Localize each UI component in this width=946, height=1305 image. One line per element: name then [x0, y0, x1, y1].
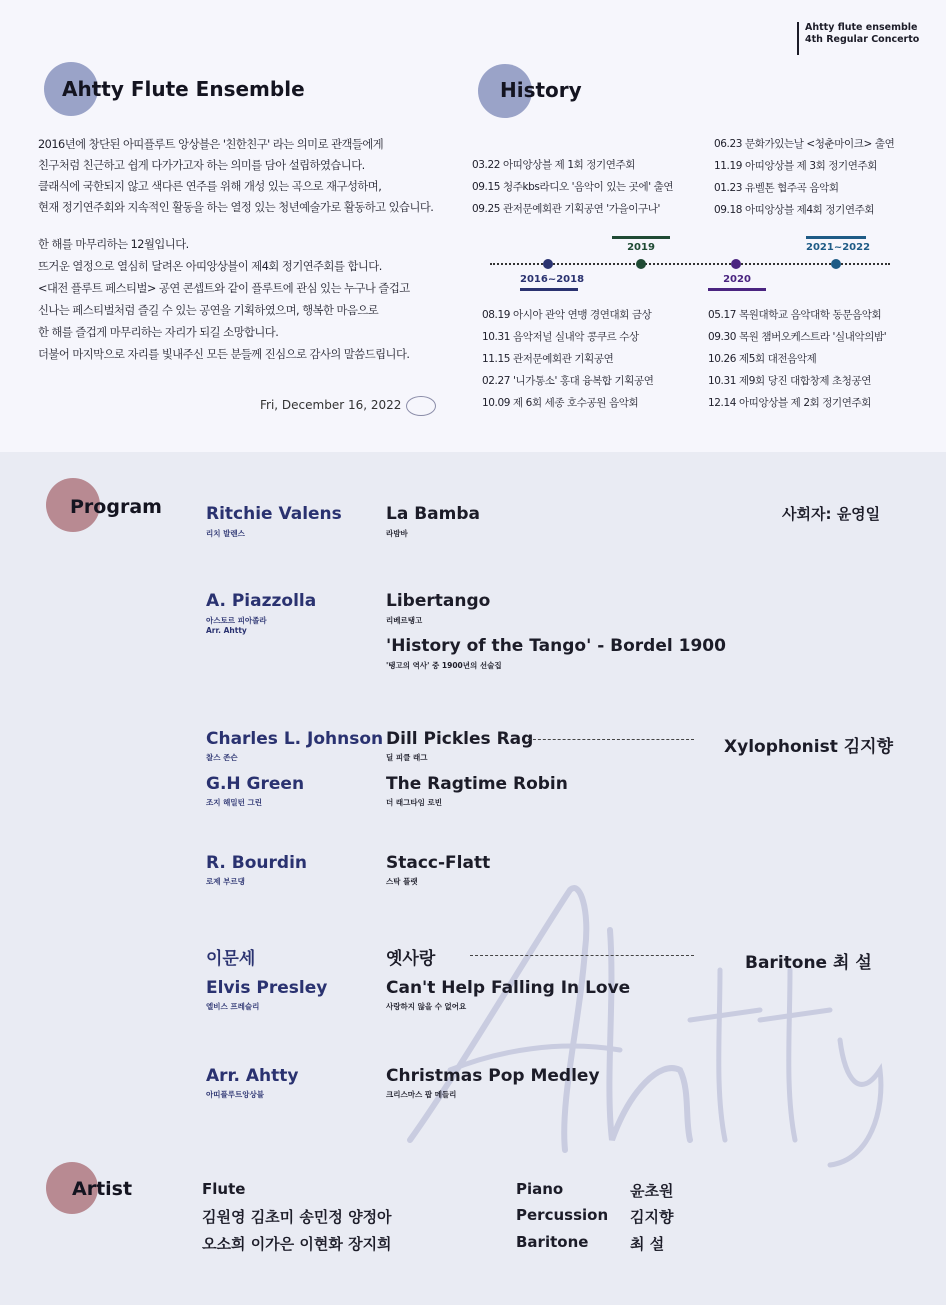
performer-dash — [470, 955, 694, 956]
history-entry: 12.14 아띠앙상블 제 2회 정기연주회 — [708, 397, 872, 409]
history-top-right — [714, 133, 894, 221]
history-entry: 11.19 아띠앙상블 제 3회 정기연주회 — [714, 160, 878, 172]
concert-tag-line2: 4th Regular Concerto — [805, 34, 920, 45]
piece-title: Can't Help Falling In Love — [386, 978, 631, 998]
xylophonist: Xylophonist 김지향 — [724, 737, 894, 757]
history-entry: 09.15 청주kbs라디오 '음악이 있는 곳에' 출연 — [472, 181, 674, 193]
history-entry: 09.30 목원 챔버오케스트라 '실내악의밤' — [708, 331, 887, 343]
piece-title: 옛사랑 — [386, 949, 436, 969]
year-label: 2016~2018 — [520, 274, 585, 285]
intro-line: 신나는 페스티벌처럼 즐길 수 있는 공연을 기획하였으며, 행복한 마음으로 — [38, 304, 379, 317]
history-entry: 10.09 제 6회 세종 호수공원 음악회 — [482, 397, 639, 409]
intro-line: <대전 플루트 페스티벌> 공연 콘셉트와 같이 플루트에 관심 있는 누구나 즐겁고 — [38, 282, 410, 295]
composer-korean: 아스토르 피아졸라 — [206, 616, 267, 625]
year-label: 2019 — [627, 242, 655, 253]
composer-korean: 로제 부르댕 — [206, 877, 245, 886]
piece-title: La Bamba — [386, 504, 481, 524]
history-entry: 10.26 제5회 대전음악제 — [708, 353, 817, 365]
composer-name: G.H Green — [206, 774, 305, 794]
composer-name: A. Piazzolla — [206, 591, 317, 611]
piece-title: Dill Pickles Rag — [386, 729, 534, 749]
intro-paragraph-1 — [38, 134, 433, 218]
name-piano: 윤초원 — [630, 1182, 674, 1200]
composer-korean: 아띠플루트앙상블 — [206, 1090, 264, 1099]
intro-line: 한 해를 즐겁게 마무리하는 자리가 되길 소망합니다. — [38, 326, 279, 339]
history-entry: 08.19 아시아 관악 연맹 경연대회 금상 — [482, 309, 652, 321]
artist-heading-text: Artist — [72, 1178, 133, 1200]
timeline-dot — [636, 259, 646, 269]
history-entry: 10.31 제9회 당진 대합창제 초청공연 — [708, 375, 872, 387]
intro-line: 2016년에 창단된 아띠플루트 앙상블은 '친한친구' 라는 의미로 관객들에게 — [38, 138, 384, 151]
year-bar — [612, 236, 670, 239]
history-top-left — [472, 154, 673, 220]
history-entry: 09.25 관저문예회관 기획공연 '가을이구나' — [472, 203, 660, 215]
intro-line: 한 해를 마무리하는 12월입니다. — [38, 238, 189, 251]
name-baritone: 최 설 — [630, 1235, 665, 1253]
composer-name: 이문세 — [206, 949, 256, 969]
history-entry: 11.15 관저문예회관 기획공연 — [482, 353, 614, 365]
piece-korean: 스탁 플랫 — [386, 877, 418, 886]
piece-korean: 크리스마스 팝 메들리 — [386, 1090, 457, 1099]
year-bar — [520, 288, 578, 291]
year-bar — [708, 288, 766, 291]
year-2019 — [612, 236, 670, 253]
intro-line: 더불어 마지막으로 자리를 빛내주신 모든 분들께 진심으로 감사의 말씀드립니다. — [38, 348, 410, 361]
mc-name: 사회자: 윤영일 — [782, 505, 881, 523]
timeline-dot — [831, 259, 841, 269]
composer-korean: 엘비스 프레슬리 — [206, 1002, 260, 1011]
composer-korean: 찰스 존슨 — [206, 753, 238, 762]
year-label: 2021~2022 — [806, 242, 871, 253]
concert-tag — [797, 22, 919, 55]
composer-korean: 조지 해밀턴 그린 — [206, 798, 262, 807]
piece-title: 'History of the Tango' - Bordel 1900 — [386, 636, 726, 656]
history-bottom-left — [482, 304, 653, 414]
intro-line: 클래식에 국한되지 않고 색다른 연주를 위해 개성 있는 곡으로 재구성하며, — [38, 180, 382, 193]
history-entry: 10.31 음악저널 실내악 콩쿠르 수상 — [482, 331, 639, 343]
piece-title: Libertango — [386, 591, 491, 611]
year-bar — [806, 236, 866, 239]
concert-tag-line1: Ahtty flute ensemble — [805, 22, 918, 33]
composer-name: Ritchie Valens — [206, 504, 342, 524]
about-heading-text: Ahtty Flute Ensemble — [62, 77, 305, 101]
composer-name: R. Bourdin — [206, 853, 308, 873]
composer-korean: 리치 발렌스 — [206, 529, 245, 538]
history-heading-text: History — [500, 78, 582, 102]
name-percussion: 김지향 — [630, 1208, 674, 1226]
piece-title: Stacc-Flatt — [386, 853, 491, 873]
program-heading-text: Program — [70, 496, 162, 518]
intro-line: 뜨거운 열정으로 열심히 달려온 아띠앙상블이 제4회 정기연주회를 합니다. — [38, 260, 382, 273]
program-section — [0, 452, 946, 1305]
flute-label: Flute — [202, 1180, 246, 1198]
history-entry: 03.22 아띠앙상블 제 1회 정기연주회 — [472, 159, 636, 171]
piece-korean: 사랑하지 않을 수 없어요 — [386, 1002, 467, 1011]
arranger: Arr. Ahtty — [206, 626, 247, 635]
piece-korean: 더 래그타임 로빈 — [386, 798, 442, 807]
timeline-dot — [731, 259, 741, 269]
role-percussion: Percussion — [516, 1206, 609, 1224]
intro-paragraph-2 — [38, 234, 410, 366]
year-2021-2022 — [806, 236, 871, 253]
role-baritone: Baritone — [516, 1233, 589, 1251]
year-label: 2020 — [723, 274, 751, 285]
flute-members-2: 오소희 이가은 이현화 장지희 — [202, 1235, 392, 1253]
concert-date: Fri, December 16, 2022 — [260, 398, 402, 412]
piece-title: Christmas Pop Medley — [386, 1066, 600, 1086]
baritone: Baritone 최 설 — [745, 953, 872, 973]
year-2016-2018 — [520, 274, 585, 291]
piece-title: The Ragtime Robin — [386, 774, 568, 794]
history-entry: 05.17 목원대학교 음악대학 동문음악회 — [708, 309, 882, 321]
piece-korean: '탱고의 역사' 중 1900년의 선술집 — [386, 661, 502, 670]
piece-korean: 리베르탱고 — [386, 616, 423, 625]
composer-name: Elvis Presley — [206, 978, 328, 998]
role-piano: Piano — [516, 1180, 564, 1198]
composer-name: Charles L. Johnson — [206, 729, 384, 749]
history-bottom-right — [708, 304, 886, 414]
flute-members-1: 김원영 김초미 송민정 양정아 — [202, 1208, 392, 1226]
intro-line: 친구처럼 친근하고 쉽게 다가가고자 하는 의미를 담아 설립하였습니다. — [38, 159, 365, 172]
piece-korean: 라밤바 — [386, 529, 408, 538]
history-entry: 06.23 문화가있는날 <청춘마이크> 출연 — [714, 138, 895, 150]
timeline-dot — [543, 259, 553, 269]
history-entry: 01.23 유벨톤 협주곡 음악회 — [714, 182, 839, 194]
ahtty-signature — [406, 396, 436, 416]
piece-korean: 딜 피클 래그 — [386, 753, 428, 762]
composer-name: Arr. Ahtty — [206, 1066, 299, 1086]
intro-line: 현재 정기연주회와 지속적인 활동을 하는 열정 있는 청년예술가로 활동하고 있습니다. — [38, 201, 434, 214]
history-entry: 02.27 '니가통소' 홍대 융복합 기획공연 — [482, 375, 654, 387]
history-entry: 09.18 아띠앙상블 제4회 정기연주회 — [714, 204, 875, 216]
performer-dash — [528, 739, 694, 740]
year-2020 — [708, 274, 766, 291]
